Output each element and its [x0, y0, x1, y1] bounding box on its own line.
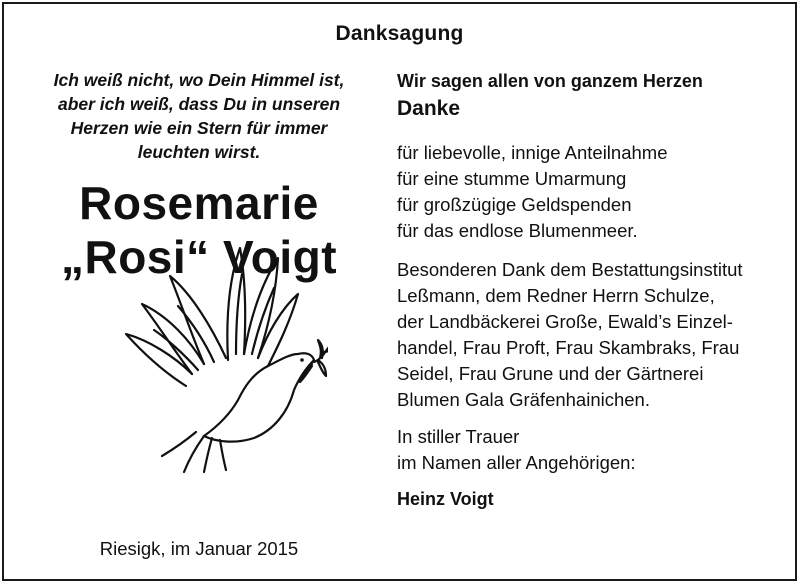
special-thanks-line: der Landbäckerei Große, Ewald’s Einzel-: [397, 311, 733, 332]
thanks-list: [397, 140, 792, 244]
heading: Danksagung: [335, 22, 464, 45]
special-thanks-line: handel, Frau Proft, Frau Skambraks, Frau: [397, 337, 740, 358]
right-column: [397, 68, 792, 512]
place-date: Riesigk, im Januar 2015: [99, 538, 299, 559]
special-thanks-line: Seidel, Frau Grune und der Gärtnerei: [397, 363, 704, 384]
list-item: für eine stumme Umarmung: [397, 168, 627, 189]
sign-off-line: In stiller Trauer: [397, 426, 520, 447]
special-thanks-line: Leßmann, dem Redner Herrn Schulze,: [397, 285, 715, 306]
name-line: „Rosi“ Voigt: [60, 231, 338, 283]
poem-line: Herzen wie ein Stern für immer: [70, 118, 328, 138]
sign-off-line: im Namen aller Angehörigen:: [397, 452, 636, 473]
special-thanks-line: Blumen Gala Gräfenhainichen.: [397, 389, 650, 410]
signer-name: Heinz Voigt: [397, 489, 494, 509]
sign-off: [397, 424, 792, 476]
list-item: für das endlose Blumenmeer.: [397, 220, 638, 241]
danke-title: Danke: [397, 97, 461, 120]
poem-line: Ich weiß nicht, wo Dein Himmel ist,: [53, 70, 345, 90]
name-line: Rosemarie: [79, 177, 319, 229]
special-thanks-line: Besonderen Dank dem Bestattungsinstitut: [397, 259, 743, 280]
poem-line: aber ich weiß, dass Du in unseren: [57, 94, 341, 114]
list-item: für großzügige Geldspenden: [397, 194, 632, 215]
obituary-card: [2, 2, 797, 581]
dove-with-olive-branch-icon: [108, 236, 328, 476]
poem: [18, 68, 380, 164]
list-item: für liebevolle, innige Anteilnahme: [397, 142, 668, 163]
poem-line: leuchten wirst.: [137, 142, 261, 162]
thanks-intro: Wir sagen allen von ganzem Herzen: [397, 71, 703, 91]
special-thanks: [397, 257, 792, 413]
